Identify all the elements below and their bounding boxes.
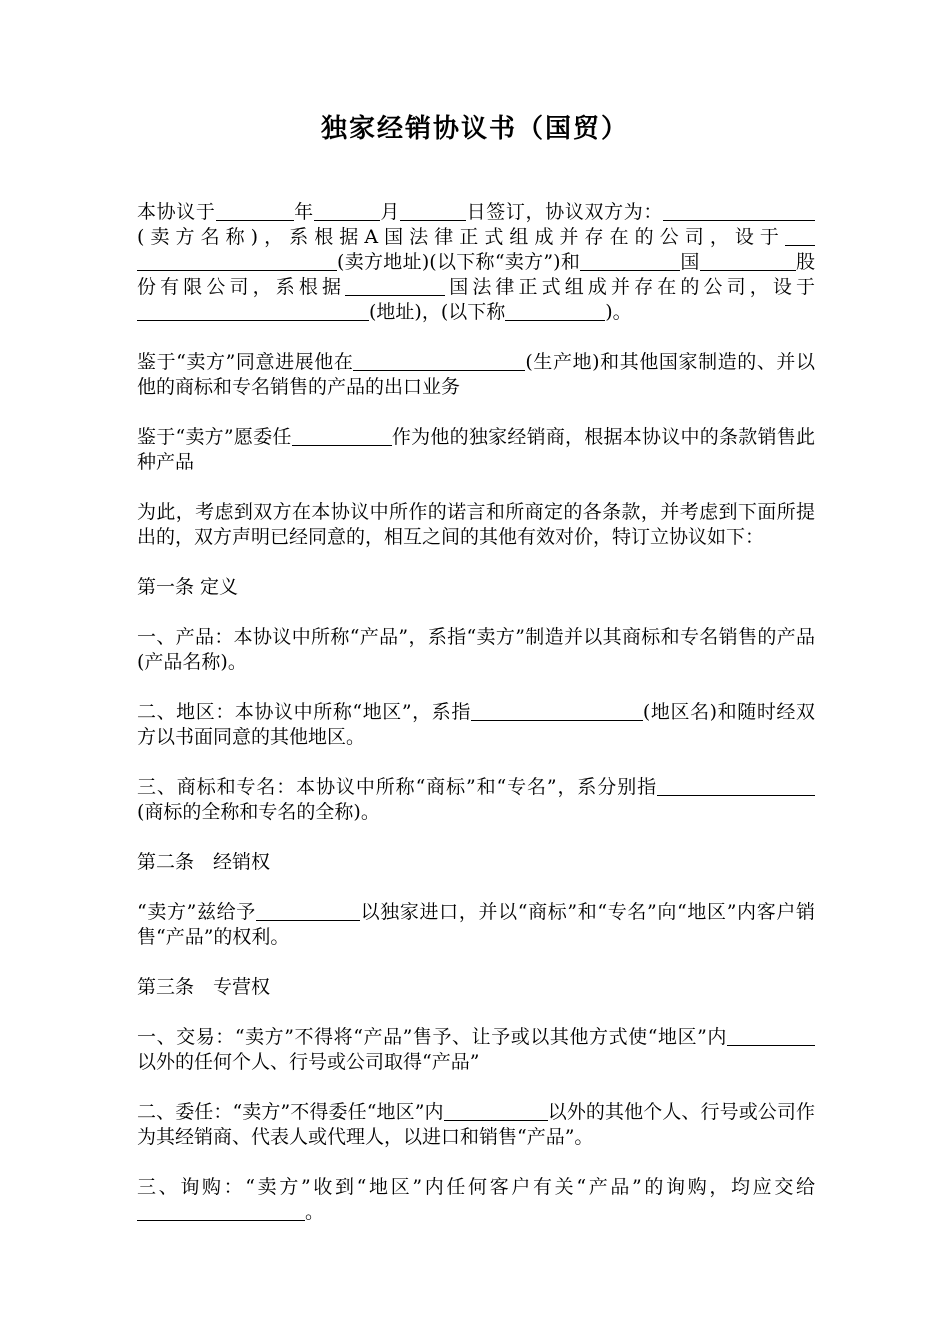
text: (商标的全称和专名的全称)。: [137, 801, 380, 823]
text: 鉴于“卖方”同意进展他在: [137, 351, 354, 373]
blank-seller-address-cont: [137, 251, 337, 271]
text: (生产地)和其他国家制造的、并以他的商标和专名销售的产品的出口业务: [137, 351, 815, 398]
blank-law-country: [345, 276, 445, 296]
blank-inquiry-recipient: [137, 1201, 305, 1221]
blank-day: [400, 201, 466, 221]
blank-production-place: [353, 351, 525, 371]
blank-month: [314, 201, 380, 221]
text: (地区名)和随时经双方以书面同意的其他地区。: [137, 701, 815, 748]
article-1-clause-3: [137, 775, 815, 825]
text: 月: [379, 201, 401, 223]
text: 一、交易：“卖方”不得将“产品”售予、让予或以其他方式使“地区”内: [137, 1026, 727, 1048]
blank-seller-name-cont: [759, 201, 815, 221]
text: 股份有限公司，系根据: [137, 251, 815, 298]
blank-trademark: [657, 776, 697, 796]
text: 二、委任：“卖方”不得委任“地区”内: [137, 1101, 444, 1123]
blank-trademark-cont: [697, 776, 815, 796]
blank-address: [137, 301, 369, 321]
article-3-clause-1: [137, 1025, 815, 1075]
text: 作为他的独家经销商，根据本协议中的条款销售此种产品: [137, 426, 815, 473]
blank-appointee: [444, 1101, 548, 1121]
blank-grantee: [256, 901, 360, 921]
text: 年: [293, 201, 314, 223]
blank-year: [216, 201, 294, 221]
text: (卖方名称)，系根据A国法律正式组成并存在的公司，设于: [137, 226, 785, 248]
article-1-clause-1: 一、产品：本协议中所称“产品”，系指“卖方”制造并以其商标和专名销售的产品(产品名称)。: [137, 626, 815, 673]
text: )。: [605, 301, 632, 323]
blank-region-name: [471, 701, 643, 721]
blank-seller-name: [663, 201, 759, 221]
article-3-clause-2: [137, 1100, 815, 1150]
text: 本协议于: [137, 201, 216, 223]
text: (地址)，(以下称: [369, 301, 506, 323]
article-1-heading: 第一条 定义: [137, 576, 239, 598]
text: 以独家进口，并以“商标”和“专名”向“地区”内客户销售“产品”的权利。: [137, 901, 815, 948]
text: 。: [305, 1201, 325, 1223]
article-2-clause-1: [137, 900, 815, 950]
article-3-heading: 第三条 专营权: [137, 976, 271, 998]
recital-paragraph-1: [137, 350, 815, 400]
parties-paragraph: [137, 200, 815, 325]
blank-buyer-short-name: [505, 301, 605, 321]
article-1-clause-2: [137, 700, 815, 750]
text: 以外的其他个人、行号或公司作为其经销商、代表人或代理人，以进口和销售“产品”。: [137, 1101, 815, 1148]
text: (卖方地址)(以下称“卖方”)和: [337, 251, 581, 273]
text: “卖方”兹给予: [137, 901, 256, 923]
blank-seller-address: [785, 226, 815, 246]
text: 二、地区：本协议中所称“地区”，系指: [137, 701, 471, 723]
consideration-paragraph: 为此，考虑到双方在本协议中所作的诺言和所商定的各条款，并考虑到下面所提出的，双方声明已经同意的，相互之间的其他有效对价，特订立协议如下：: [137, 501, 815, 548]
text: 国法律正式组成并存在的公司，设于: [445, 276, 815, 298]
article-2-heading: 第二条 经销权: [137, 851, 271, 873]
text: 日签订，协议双方为：: [466, 201, 663, 223]
blank-distributor: [292, 426, 392, 446]
text: 国: [680, 251, 700, 273]
text: 三、商标和专名：本协议中所称“商标”和“专名”，系分别指: [137, 776, 657, 798]
text: 鉴于“卖方”愿委任: [137, 426, 292, 448]
blank-country: [580, 251, 680, 271]
blank-company-cont: [730, 251, 796, 271]
text: 以外的任何个人、行号或公司取得“产品”: [137, 1051, 480, 1073]
blank-exclusive-party: [727, 1026, 815, 1046]
article-3-clause-3: [137, 1175, 815, 1225]
document-body: [137, 200, 815, 1250]
document-title: 独家经销协议书（国贸）: [320, 114, 629, 144]
blank-company: [700, 251, 730, 271]
text: 三、询购：“卖方”收到“地区”内任何客户有关“产品”的询购，均应交给: [137, 1176, 815, 1198]
recital-paragraph-2: [137, 425, 815, 475]
